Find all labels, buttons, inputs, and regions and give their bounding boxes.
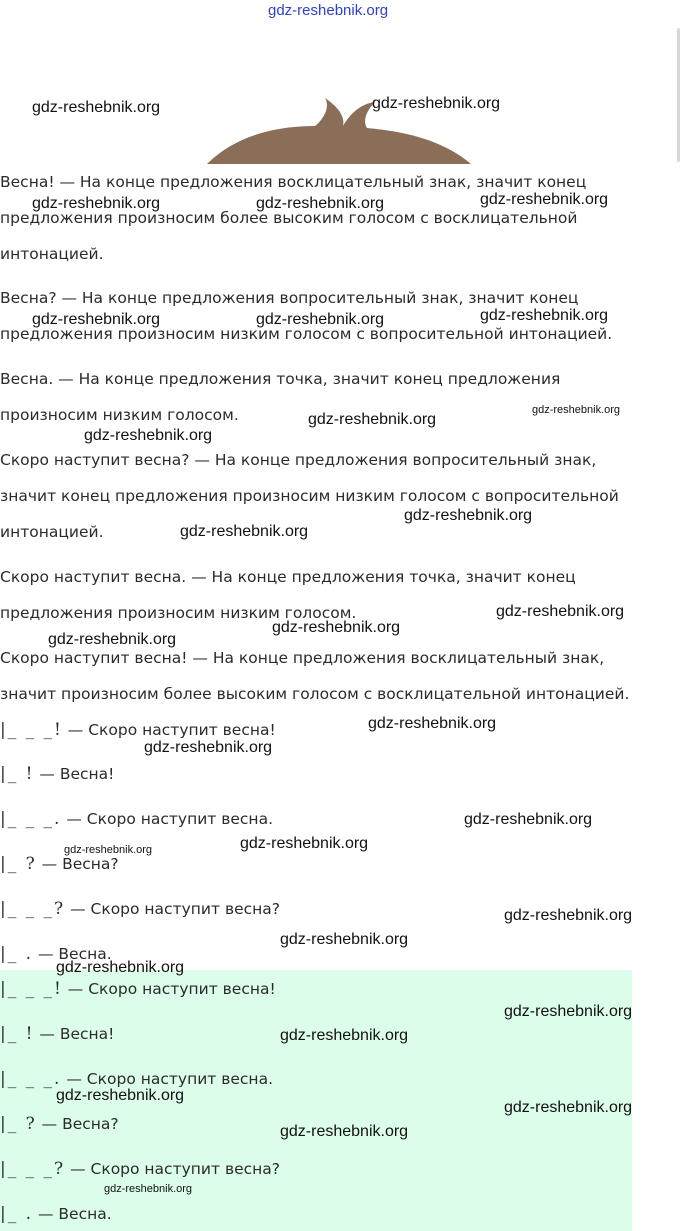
scheme-line (0, 898, 280, 920)
paragraph-line: Весна! — На конце предложения восклицательный знак, значит конец (0, 173, 587, 191)
watermark: gdz-reshebnik.org (268, 2, 389, 19)
answer-text: — Весна? (36, 1115, 119, 1133)
answer-text: — Скоро наступит весна. (61, 1070, 273, 1088)
paragraph-line: Весна. — На конце предложения точка, значит конец предложения (0, 370, 561, 388)
watermark: gdz-reshebnik.org (496, 603, 625, 620)
watermark: gdz-reshebnik.org (56, 1087, 185, 1104)
watermark: gdz-reshebnik.org (280, 1123, 409, 1140)
watermark: gdz-reshebnik.org (404, 507, 533, 524)
scheme-text: — Скоро наступит весна. (61, 810, 273, 828)
watermark: gdz-reshebnik.org (480, 307, 609, 324)
watermark: gdz-reshebnik.org (64, 844, 153, 856)
watermark: gdz-reshebnik.org (240, 835, 369, 852)
answer-line (0, 1113, 119, 1135)
answer-line (0, 978, 276, 1000)
paragraph-skoro-exclamation (0, 640, 672, 712)
watermark: gdz-reshebnik.org (272, 619, 401, 636)
scheme-line (0, 763, 114, 785)
watermark: gdz-reshebnik.org (84, 427, 213, 444)
sentence-scheme: |_ _ _. (0, 1069, 62, 1089)
paragraph-line: предложения произносим низким голосом с вопросительной интонацией. (0, 325, 613, 343)
watermark: gdz-reshebnik.org (48, 631, 177, 648)
paragraph-line: предложения произносим низким голосом. (0, 604, 357, 622)
watermark: gdz-reshebnik.org (464, 811, 593, 828)
scheme-text: — Весна! (34, 765, 115, 783)
paragraph-line: Скоро наступит весна? — На конце предложения вопросительный знак, (0, 451, 597, 469)
scheme-text: — Скоро наступит весна? (65, 900, 280, 918)
watermark: gdz-reshebnik.org (180, 523, 309, 540)
paragraph-line: значит произносим более высоким голосом с восклицательной интонацией. (0, 685, 630, 703)
paragraph-line: предложения произносим более высоким голосом с восклицательной (0, 209, 578, 227)
answer-text: — Весна! (34, 1025, 115, 1043)
sentence-scheme: |_ ? (0, 854, 37, 874)
watermark: gdz-reshebnik.org (308, 411, 437, 428)
scheme-text: — Весна? (36, 855, 119, 873)
answer-text: — Весна. (33, 1205, 112, 1223)
answer-line (0, 1158, 280, 1180)
scheme-line (0, 719, 276, 741)
watermark: gdz-reshebnik.org (368, 715, 497, 732)
watermark: gdz-reshebnik.org (504, 1099, 633, 1116)
paragraph-skoro-question (0, 442, 672, 550)
watermark: gdz-reshebnik.org (104, 1183, 193, 1195)
sentence-scheme: |_ _ _! (0, 720, 63, 740)
paragraph-vesna-exclamation (0, 164, 672, 272)
answer-text: — Скоро наступит весна? (65, 1160, 280, 1178)
answer-line (0, 1023, 114, 1045)
paragraph-line: произносим низким голосом. (0, 406, 239, 424)
scheme-line (0, 808, 273, 830)
sentence-scheme: |_ _ _? (0, 1159, 66, 1179)
watermark: gdz-reshebnik.org (504, 907, 633, 924)
sentence-scheme: |_ _ _? (0, 899, 66, 919)
watermark: gdz-reshebnik.org (280, 1027, 409, 1044)
sentence-scheme: |_ ! (0, 764, 35, 784)
watermark: gdz-reshebnik.org (256, 311, 385, 328)
watermark: gdz-reshebnik.org (372, 95, 501, 112)
watermark: gdz-reshebnik.org (480, 191, 609, 208)
watermark: gdz-reshebnik.org (256, 195, 385, 212)
paragraph-line: Скоро наступит весна. — На конце предложения точка, значит конец (0, 568, 576, 586)
watermark: gdz-reshebnik.org (32, 99, 161, 116)
sentence-scheme: |_ ! (0, 1024, 35, 1044)
sentence-scheme: |_ ? (0, 1114, 37, 1134)
watermark: gdz-reshebnik.org (144, 739, 273, 756)
sentence-scheme: |_ _ _. (0, 809, 62, 829)
sentence-scheme: |_ . (0, 1204, 34, 1224)
watermark: gdz-reshebnik.org (504, 1003, 633, 1020)
sentence-scheme: |_ _ _! (0, 979, 63, 999)
paragraph-line: Скоро наступит весна! — На конце предложения восклицательный знак, (0, 649, 605, 667)
answer-line (0, 1203, 112, 1225)
watermark: gdz-reshebnik.org (32, 195, 161, 212)
scheme-line (0, 853, 119, 875)
scheme-text: — Скоро наступит весна! (62, 721, 276, 739)
paragraph-line: значит конец предложения произносим низким голосом с вопросительной (0, 487, 619, 505)
watermark: gdz-reshebnik.org (532, 404, 621, 416)
answer-text: — Скоро наступит весна! (62, 980, 276, 998)
watermark: gdz-reshebnik.org (280, 931, 409, 948)
watermark: gdz-reshebnik.org (32, 311, 161, 328)
sentence-scheme: |_ . (0, 944, 34, 964)
paragraph-line: интонацией. (0, 245, 104, 263)
scheme-text: — Весна. (33, 945, 112, 963)
paragraph-line: интонацией. (0, 523, 104, 541)
watermark: gdz-reshebnik.org (56, 959, 185, 976)
paragraph-line: Весна? — На конце предложения вопросительный знак, значит конец (0, 289, 579, 307)
